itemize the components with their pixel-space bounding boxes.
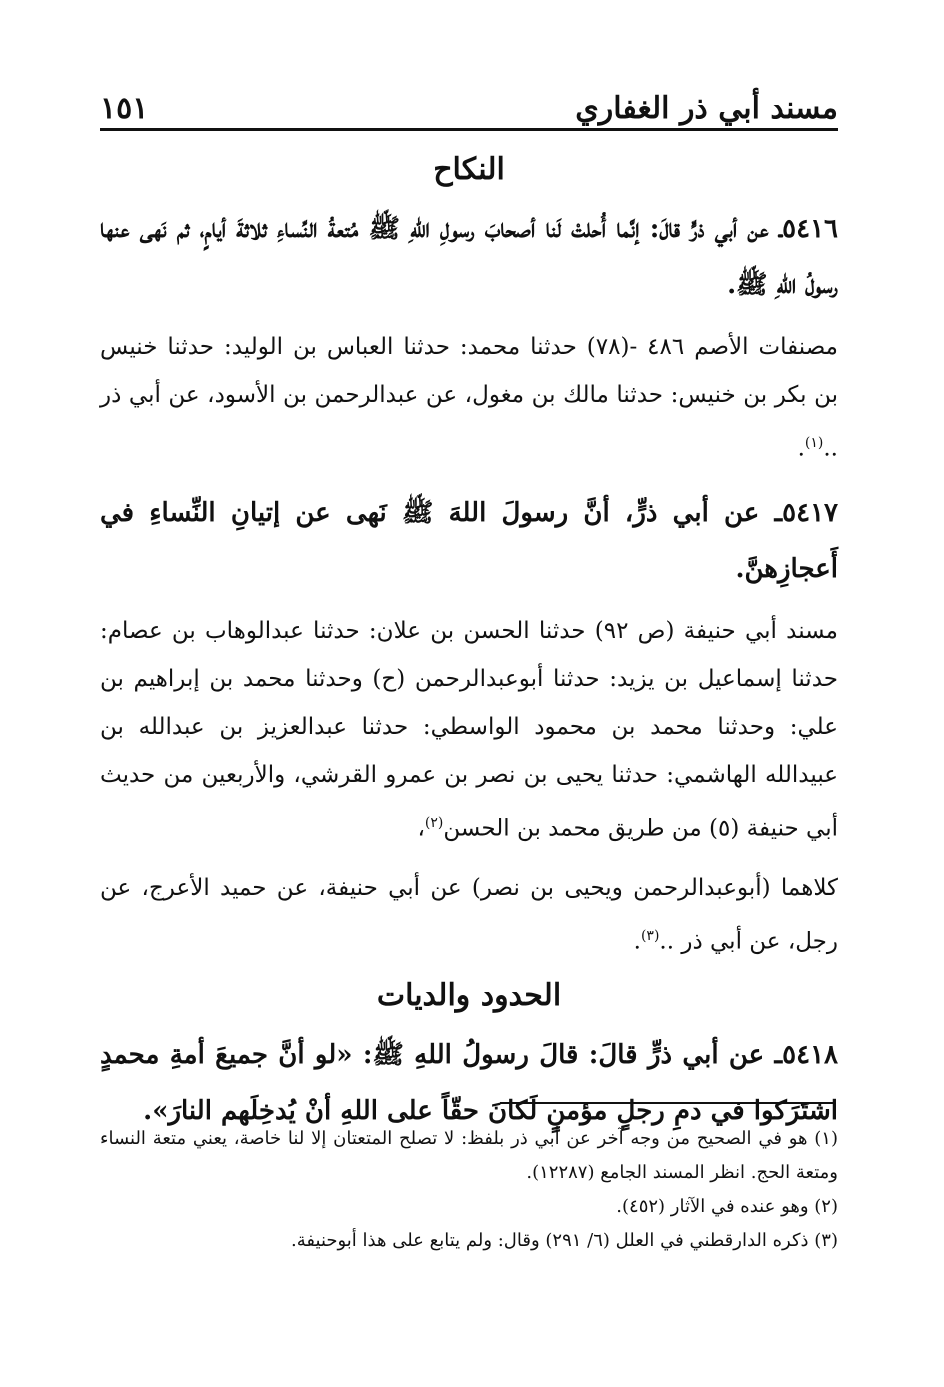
source-end: ، — [417, 815, 425, 842]
running-title: مسند أبي ذر الغفاري — [575, 91, 838, 126]
footnote-ref-3[interactable]: (٣) — [640, 928, 660, 945]
source-text: مسند أبي حنيفة (ص ٩٢) حدثنا الحسن بن علان: حدثنا عبدالوهاب بن عصام: حدثنا إسماعيل بن يزيد: حدثنا أبوعبدالرحمن (ح) وحدثنا محمد بن إبراهيم بن علي: وحدثنا محمد بن محمود الواسطي: حدثنا عبدالعزيز بن عبدالله بن عبيدالله الهاشمي: حدثنا يحيى بن نصر بن عمرو القرشي، والأربعين من حديث أبي حنيفة (٥) من طريق محمد بن الحسن — [100, 617, 839, 842]
source-end: . — [633, 928, 641, 955]
hadith-5416: ٥٤١٦ـ عن أبي ذرٍّ قالَ: إنَّما أُحلتْ لَنا أصحابَ رسولِ اللهِ ﷺ مُتعةُ النِّساءِ ثلاثةَ أيامٍ، ثم نَهى عنها رسولُ اللهِ ﷺ. — [100, 214, 838, 300]
footnote-2: (٢) وهو عنده في الآثار (٤٥٢). — [616, 1196, 838, 1217]
page-number: ١٥١ — [100, 91, 149, 126]
footnotes — [100, 1122, 838, 1258]
footnote-1: (١) هو في الصحيح من وجه آخر عن أبي ذر بلفظ: لا تصلح المتعتان إلا لنا خاصة، يعني متعة النساء ومتعة الحج. انظر المسند الجامع (١٢٢٨٧). — [100, 1128, 838, 1183]
hadith-5417-chain — [100, 864, 838, 966]
footnote-3: (٣) ذكره الدارقطني في العلل (٦/ ٢٩١) وقال: ولم يتابع على هذا أبوحنيفة. — [291, 1230, 838, 1251]
hadith-5418: ٥٤١٨ـ عن أبي ذرٍّ قالَ: قالَ رسولُ اللهِ ﷺ: «لو أنَّ جميعَ أمةِ محمدٍ اشتَرَكوا في دمِ رجلٍ مؤمنٍ لَكانَ حقّاً على اللهِ أنْ يُدخِلَهم النارَ». — [100, 1039, 838, 1126]
hadith-5417: ٥٤١٧ـ عن أبي ذرٍّ، أنَّ رسولَ اللهَ ﷺ نَهى عن إتيانِ النِّساءِ في أَعجازِهنَّ. — [100, 497, 838, 584]
footnote-ref-1[interactable]: (١) — [804, 435, 824, 451]
section-title-nikah: النكاح — [433, 152, 505, 187]
footnote-rule — [500, 1102, 835, 1104]
header-rule — [100, 128, 838, 131]
running-header — [100, 78, 838, 126]
hadith-5417-source — [100, 607, 838, 853]
source-text: كلاهما (أبوعبدالرحمن ويحيى بن نصر) عن أبي حنيفة، عن حميد الأعرج، عن رجل، عن أبي ذر .. — [100, 875, 838, 955]
footnote-ref-2[interactable]: (٢) — [424, 814, 444, 831]
section-title-hudud: الحدود والديات — [376, 977, 562, 1013]
body-text — [100, 140, 838, 1149]
source-text: مصنفات الأصم ٤٨٦ -(٧٨) حدثنا محمد: حدثنا العباس بن الوليد: حدثنا خنيس بن بكر بن خنيس: حدثنا مالك بن مغول، عن عبدالرحمن بن الأسود، عن أبي ذر .. — [100, 334, 838, 462]
source-end: . — [797, 435, 805, 462]
hadith-5416-source — [100, 323, 838, 473]
